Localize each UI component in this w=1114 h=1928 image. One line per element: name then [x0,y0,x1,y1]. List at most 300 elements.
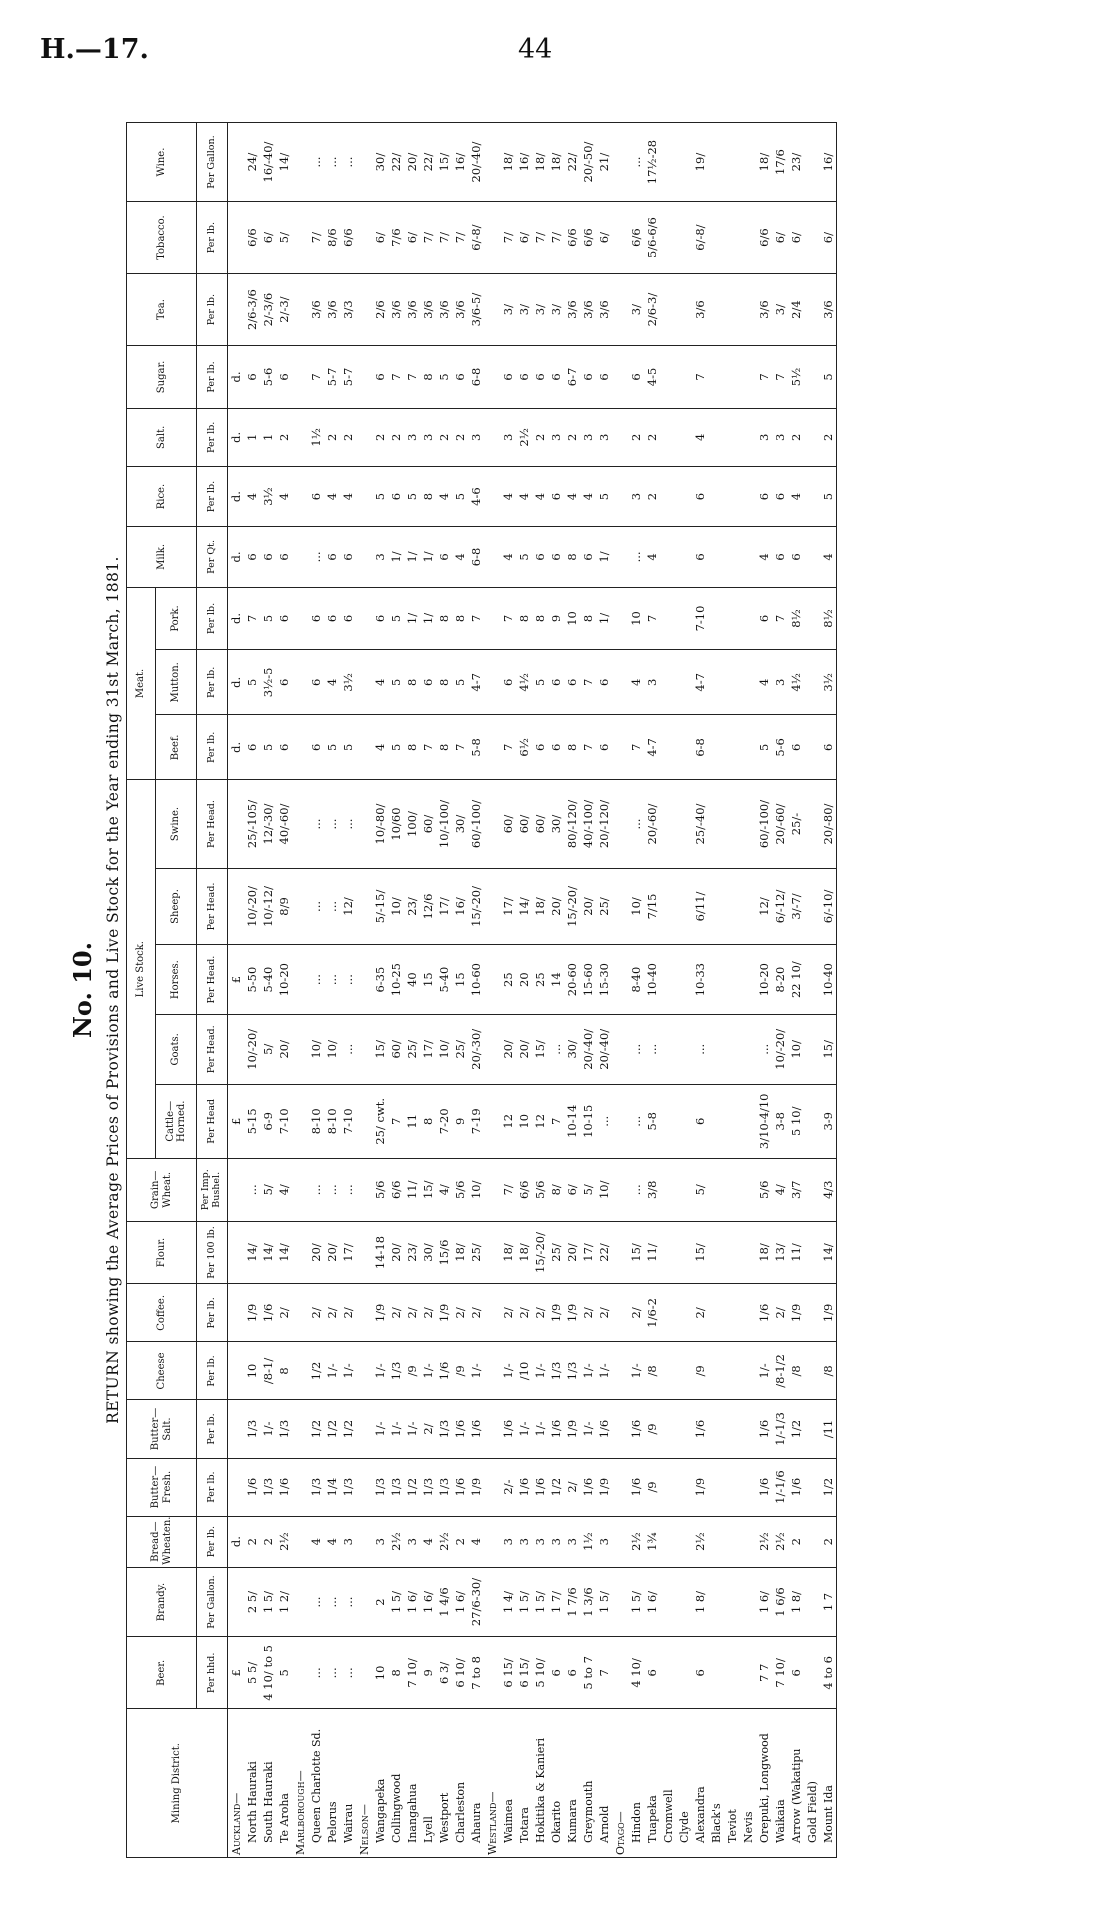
price-cell: 2 [244,1516,260,1567]
price-cell: 1/-1/6 [772,1458,788,1516]
region-row [228,123,245,1858]
price-cell: 7 [308,346,324,409]
price-cell: 40 [404,945,420,1015]
header-col-15: Beef. [156,715,197,780]
price-cell: 6 [548,650,564,715]
price-cell [228,1014,245,1084]
price-cell: 10-60 [468,945,484,1015]
price-cell: 8 [404,715,420,780]
price-cell [484,274,500,346]
price-cell: 16/ [452,868,468,945]
price-cell: 1/6 [692,1400,708,1458]
price-cell: 10/-20/ [244,868,260,945]
price-cell: 20/ [548,868,564,945]
price-cell [356,1567,372,1637]
price-cell: 4 [628,650,644,715]
price-cell: 6 [308,715,324,780]
price-cell: 6½ [516,715,532,780]
header-col-21: Sugar. [127,346,197,409]
price-cell [356,1284,372,1342]
price-cell: 6 [756,587,772,650]
district-name: Otago— [612,1709,628,1858]
price-cell [356,650,372,715]
price-cell: 17/6 [772,123,788,202]
price-cell: 8-10 [324,1084,340,1158]
price-cell: 18/ [756,123,772,202]
price-cell: 8½ [788,587,804,650]
price-cell: 1/6 [244,1458,260,1516]
price-cell [804,274,820,346]
price-cell: 1/6 [756,1284,772,1342]
price-cell [292,650,308,715]
price-cell: 6 [548,715,564,780]
price-cell: ... [308,945,324,1015]
price-cell [228,1284,245,1342]
price-cell: 8 [564,715,580,780]
price-cell [612,1516,628,1567]
price-cell: 8-40 [628,945,644,1015]
price-cell: 15/ [372,1014,388,1084]
price-cell: 6 [532,346,548,409]
header-col-13: Sheep. [156,868,197,945]
price-cell: 1 7 [820,1567,837,1637]
price-cell: 2/ [596,1284,612,1342]
price-cell [804,650,820,715]
price-cell: 3 [756,408,772,466]
price-cell [724,346,740,409]
district-name: Alexandra [692,1709,708,1858]
price-cell: 6 [244,715,260,780]
price-cell [740,868,756,945]
price-cell [612,1567,628,1637]
price-cell: 3/ [532,274,548,346]
price-cell [740,1458,756,1516]
price-cell: 4½ [516,650,532,715]
price-cell: 6 [596,650,612,715]
price-cell [740,1400,756,1458]
price-cell: 7/15 [644,868,660,945]
price-cell [484,1342,500,1400]
price-cell: 12/ [756,868,772,945]
price-cell: ... [324,1567,340,1637]
price-cell: 4 [500,466,516,526]
price-cell: 1/- [420,1342,436,1400]
price-cell [660,527,676,587]
price-cell [356,346,372,409]
table-row [276,123,292,1858]
price-cell: 8 [516,587,532,650]
price-cell: 5 [260,715,276,780]
price-cell: 3/6 [756,274,772,346]
price-cell: 3 [548,1516,564,1567]
header-col-8: Flour. [127,1221,197,1284]
price-cell: 1/-1/3 [772,1400,788,1458]
price-cell: 6 [308,587,324,650]
price-cell: 6 3/ [436,1637,452,1709]
price-cell: 3½ [820,650,837,715]
price-cell [292,466,308,526]
price-cell: ... [628,1014,644,1084]
price-cell: 1 7/ [548,1567,564,1637]
header-col-20: Salt. [127,408,197,466]
table-row [308,123,324,1858]
header-col-2: Brandy. [127,1567,197,1637]
price-cell [484,1516,500,1567]
price-cell: 1/6 [756,1458,772,1516]
price-cell: 15/-20/ [468,868,484,945]
price-cell: 3 [580,408,596,466]
price-cell: 7 [692,346,708,409]
price-cell [676,1342,692,1400]
price-cell: 7 10/ [772,1637,788,1709]
price-cell: 1/- [580,1400,596,1458]
price-cell [612,1084,628,1158]
price-cell: 5 [404,466,420,526]
price-cell: 10 [564,587,580,650]
price-cell: 11/ [404,1158,420,1221]
price-cell: 2/ [468,1284,484,1342]
price-cell [660,1158,676,1221]
price-cell: 20/ [564,1221,580,1284]
price-cell [740,1284,756,1342]
price-cell: 20-60 [564,945,580,1015]
price-cell: 1/6 [788,1458,804,1516]
price-cell: /9 [644,1458,660,1516]
price-cell: 60/-100/ [756,780,772,868]
price-cell: 14 [548,945,564,1015]
price-cell: ... [308,780,324,868]
price-cell: 1/6 [516,1458,532,1516]
header-col-3: Bread—Wheaten. [127,1516,197,1567]
price-cell: 3 [468,408,484,466]
price-cell: 5-50 [244,945,260,1015]
price-cell: 6 [820,715,837,780]
price-cell [676,1284,692,1342]
district-name: Collingwood [388,1709,404,1858]
price-cell: 22/ [388,123,404,202]
price-cell [740,1637,756,1709]
price-cell: 1/9 [564,1284,580,1342]
price-cell: 25 [532,945,548,1015]
price-cell: 25/ [452,1014,468,1084]
price-cell: 6/11/ [692,868,708,945]
price-cell: 7 [388,1084,404,1158]
price-cell: 2 [340,408,356,466]
price-cell [484,780,500,868]
price-cell: 18/ [516,1221,532,1284]
district-name: Waikaia [772,1709,788,1858]
price-cell: 1 6/ [452,1567,468,1637]
price-cell: 21/ [596,123,612,202]
price-cell [660,1516,676,1567]
price-cell [676,1516,692,1567]
price-cell: 20/-40/ [596,1014,612,1084]
price-cell: 3/ [628,274,644,346]
price-cell: 2½ [276,1516,292,1567]
price-cell: d. [228,527,245,587]
price-cell [660,346,676,409]
price-cell: 8 [564,527,580,587]
price-cell: 3/6 [436,274,452,346]
price-cell [228,274,245,346]
price-cell: 10/ [308,1014,324,1084]
price-cell: 40/-100/ [580,780,596,868]
price-cell [660,780,676,868]
price-cell: /9 [452,1342,468,1400]
table-row [340,123,356,1858]
price-cell: 4 [820,527,837,587]
price-cell [708,650,724,715]
price-cell: 1/9 [692,1458,708,1516]
price-cell: 3 [500,408,516,466]
district-name: South Hauraki [260,1709,276,1858]
price-cell [660,945,676,1015]
price-cell: 3/10-4/10 [756,1084,772,1158]
price-cell: 1/6 [436,1342,452,1400]
price-cell: 4 10/ [628,1637,644,1709]
price-cell [740,1516,756,1567]
price-cell: 20/ [308,1221,324,1284]
price-cell: 20/-60/ [772,780,788,868]
header-col-17: Pork. [156,587,197,650]
price-cell: 4 [436,466,452,526]
price-cell: 9 [420,1637,436,1709]
price-cell [724,1014,740,1084]
price-cell: 1/6 [596,1400,612,1458]
unit-col-7: Per lb. [197,1284,228,1342]
price-cell [724,274,740,346]
price-cell: 3/6 [420,274,436,346]
price-cell: 1/3 [260,1458,276,1516]
price-cell: 3/ [772,274,788,346]
price-cell: 5½ [788,346,804,409]
price-cell: 1 [260,408,276,466]
price-cell: 1½ [308,408,324,466]
price-cell: 7 [468,587,484,650]
price-cell [804,780,820,868]
price-cell: 20/-30/ [468,1014,484,1084]
price-cell [804,123,820,202]
prices-table [126,122,837,1858]
price-cell [484,1458,500,1516]
price-cell [724,650,740,715]
table-row [820,123,837,1858]
price-cell [612,1158,628,1221]
price-cell: 2 [388,408,404,466]
price-cell [356,1221,372,1284]
price-cell: ... [628,123,644,202]
price-cell: 1/- [596,1342,612,1400]
price-cell: 6/6 [244,202,260,274]
price-cell [228,780,245,868]
price-cell: 2 [260,1516,276,1567]
price-cell: 4 to 6 [820,1637,837,1709]
price-cell [676,1014,692,1084]
price-cell [660,466,676,526]
price-cell: 2½ [436,1516,452,1567]
price-cell: 10/ [596,1158,612,1221]
price-cell [740,1158,756,1221]
price-cell: 5/6-6/6 [644,202,660,274]
price-cell [660,715,676,780]
price-cell: 18/ [532,868,548,945]
price-cell [292,587,308,650]
price-cell [292,123,308,202]
price-cell [724,123,740,202]
price-cell: 15/6 [436,1221,452,1284]
price-cell [724,202,740,274]
price-cell [804,202,820,274]
price-cell: 10/60 [388,780,404,868]
price-cell: 5 [260,587,276,650]
price-cell: 1/4 [324,1458,340,1516]
table-row [372,123,388,1858]
price-cell: 5 [388,715,404,780]
district-name: Westland— [484,1709,500,1858]
price-cell: ... [340,1567,356,1637]
price-cell: 6 [548,346,564,409]
price-cell: 4 [372,715,388,780]
price-cell: 6/ [820,202,837,274]
price-cell: 1/- [468,1342,484,1400]
price-cell [724,408,740,466]
price-cell: 6 [692,527,708,587]
price-cell: 7/ [500,202,516,274]
price-cell [660,1221,676,1284]
price-cell: 6 [500,346,516,409]
price-cell: 6 [340,527,356,587]
price-cell: 9 [548,587,564,650]
price-cell: 3/6 [564,274,580,346]
price-cell: 4 [468,1516,484,1567]
price-cell: 5 [452,466,468,526]
price-cell: 1¾ [644,1516,660,1567]
price-cell [740,1221,756,1284]
price-cell [228,1400,245,1458]
price-cell: 6 10/ [452,1637,468,1709]
price-cell [676,1458,692,1516]
price-cell [660,408,676,466]
price-cell [484,868,500,945]
price-cell: 2 [276,408,292,466]
price-cell: 5-6 [260,346,276,409]
price-cell: 10/-20/ [244,1014,260,1084]
price-cell: 2/ [340,1284,356,1342]
price-cell: 3 [628,466,644,526]
table-row [532,123,548,1858]
price-cell [484,1221,500,1284]
price-cell: 5 [388,587,404,650]
price-cell: 7 [244,587,260,650]
price-cell [292,1516,308,1567]
price-cell: 1 6/ [420,1567,436,1637]
price-cell: d. [228,408,245,466]
price-cell: 5/6 [532,1158,548,1221]
district-name: Charleston [452,1709,468,1858]
price-cell: ... [324,123,340,202]
price-cell [228,202,245,274]
price-cell [228,123,245,202]
price-cell: 20/-80/ [820,780,837,868]
price-cell [612,945,628,1015]
price-cell: 10 [516,1084,532,1158]
price-cell: 1/6 [260,1284,276,1342]
price-cell: 5 to 7 [580,1637,596,1709]
price-cell: 1/3 [340,1458,356,1516]
price-cell: 2 [788,1516,804,1567]
price-cell: 1 5/ [596,1567,612,1637]
price-cell: 23/ [404,1221,420,1284]
price-cell: 8 [276,1342,292,1400]
price-cell: 5-8 [644,1084,660,1158]
district-name: Mount Ida [820,1709,837,1858]
unit-col-15: Per lb. [197,715,228,780]
price-cell: 1 6/6 [772,1567,788,1637]
price-cell: 7/ [500,1158,516,1221]
price-cell [724,868,740,945]
price-cell: /8 [788,1342,804,1400]
price-cell: 6 [772,527,788,587]
price-cell: 6-35 [372,945,388,1015]
price-cell: 1/- [580,1342,596,1400]
price-cell: 6/ [772,202,788,274]
price-cell: 6 [452,346,468,409]
price-cell: 1/- [372,1342,388,1400]
price-cell [804,1400,820,1458]
price-cell: 6 [276,346,292,409]
header-col-23: Tobacco. [127,202,197,274]
price-cell: 5-7 [340,346,356,409]
price-cell [660,202,676,274]
table-row [660,123,676,1858]
price-cell: 6/6 [580,202,596,274]
price-cell [804,945,820,1015]
price-cell: 10/ [388,868,404,945]
price-cell [484,1284,500,1342]
price-cell [804,1284,820,1342]
price-cell: 23/ [404,868,420,945]
page-label: H.—17. [40,34,149,65]
price-cell [356,274,372,346]
price-cell: ... [308,527,324,587]
price-cell: 7 [772,587,788,650]
district-name: Nelson— [356,1709,372,1858]
price-cell: 3-8 [772,1084,788,1158]
price-cell: 1½ [580,1516,596,1567]
price-cell: 4/3 [820,1158,837,1221]
price-cell [292,945,308,1015]
table-row [324,123,340,1858]
price-cell: 7-20 [436,1084,452,1158]
rotated-return-table [66,122,1070,1858]
price-cell [356,408,372,466]
price-cell [612,408,628,466]
price-cell: 6 [324,587,340,650]
price-cell: £ [228,1084,245,1158]
price-cell: 10/-100/ [436,780,452,868]
price-cell: 1/ [388,527,404,587]
price-cell: 3 [516,1516,532,1567]
price-cell: 6/6 [564,202,580,274]
district-name: Cromwell [660,1709,676,1858]
price-cell: 2 [372,408,388,466]
price-cell [676,1158,692,1221]
price-cell [660,1342,676,1400]
price-cell: 6 [420,650,436,715]
price-cell: 5 [532,650,548,715]
price-cell [660,1458,676,1516]
table-row [404,123,420,1858]
